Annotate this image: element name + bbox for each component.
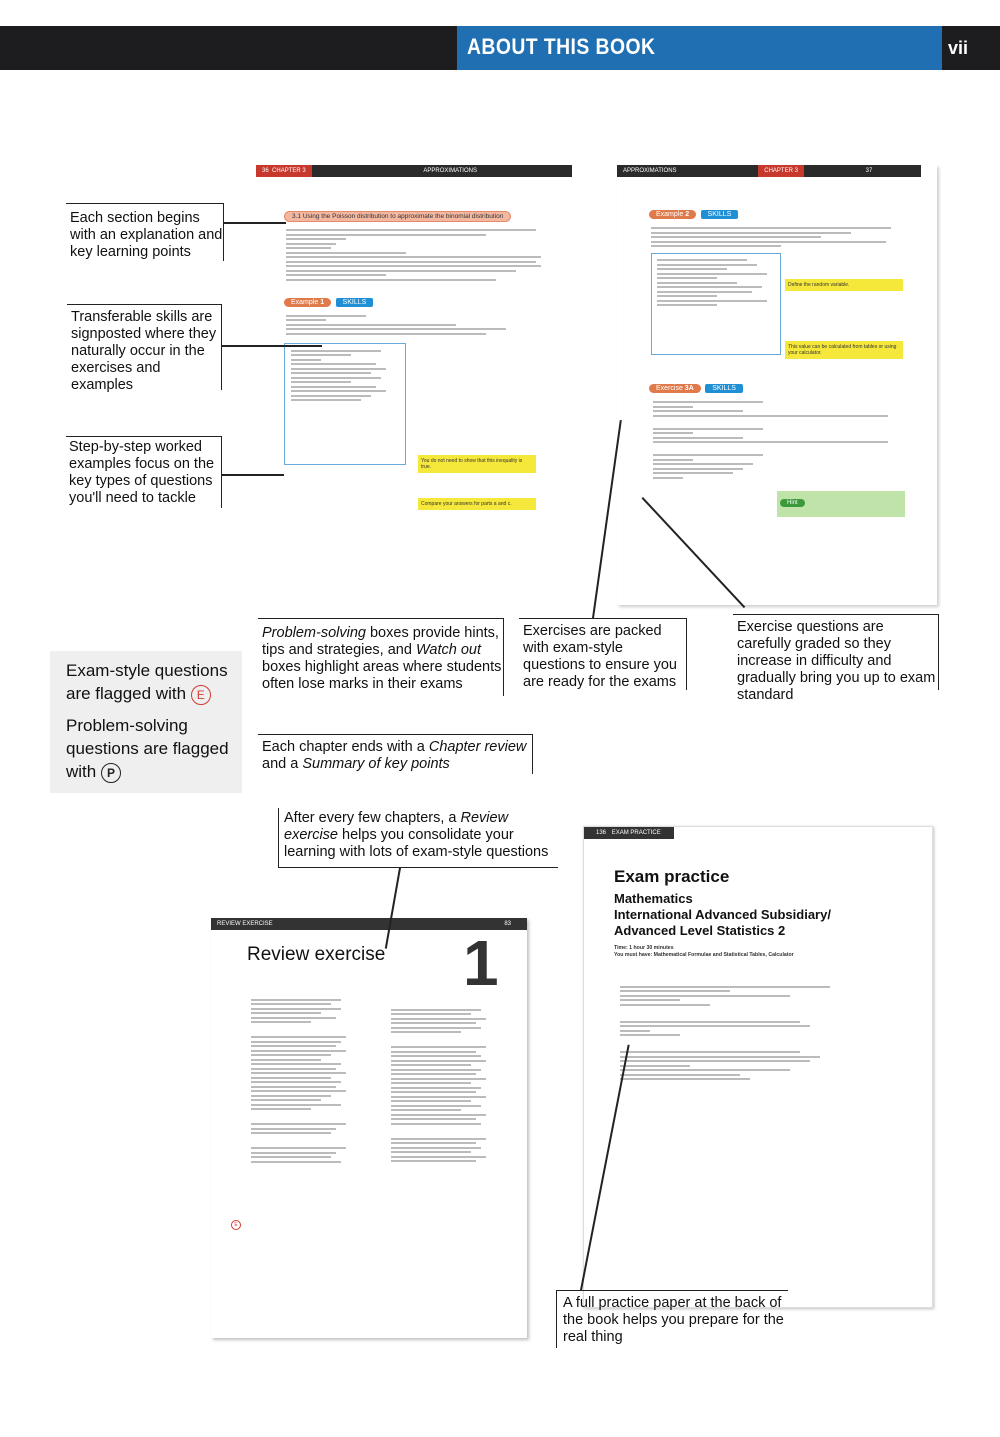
exam-style-flag-note: Exam-style questions are flagged with E [66, 661, 228, 703]
thumbnail-page-37: APPROXIMATIONS CHAPTER 3 37 Example 2 SKILLS Define the random variable. This value can be calculated from tables or using your calculator. Exercise 3A SKILLS Hint [617, 165, 937, 605]
callout-problem-solving-boxes: Problem-solving boxes provide hints, tips and strategies, and Watch out boxes highlight areas where students often lose marks in their exams [258, 618, 504, 696]
leader-line-examples [222, 474, 284, 476]
problem-flag-icon: P [101, 763, 121, 783]
exam-must-have: You must have: Mathematical Formulae and Statistical Tables, Calculator [614, 952, 794, 958]
leader-line-skills [222, 345, 322, 347]
leader-line-section [224, 222, 286, 224]
thumbnail-page-chapter: 36 CHAPTER 3 [256, 165, 312, 177]
callout-exercises-packed: Exercises are packed with exam-style questions to ensure you are ready for the exams [519, 618, 687, 690]
callout-worked-examples: Step-by-step worked examples focus on the key types of questions you'll need to tackle [66, 436, 222, 508]
callout-review-exercise: After every few chapters, a Review exercise helps you consolidate your learning with lots of exam-style questions [278, 808, 558, 868]
page-number: vii [948, 38, 969, 58]
callout-section-begins: Each section begins with an explanation and key learning points [66, 203, 224, 261]
exam-qualification: International Advanced Subsidiary/ Advanced Level Statistics 2 [614, 907, 831, 938]
exam-subject: Mathematics [614, 891, 693, 906]
skills-2-label: SKILLS [701, 210, 739, 219]
review-title: Review exercise [247, 944, 386, 965]
exam-time: Time: 1 hour 30 minutes [614, 945, 674, 951]
example-1-label: Example 1 [284, 298, 331, 307]
thumbnail-exam-practice [583, 826, 933, 1308]
callout-transferable-skills: Transferable skills are signposted where they naturally occur in the exercises and examples [67, 304, 222, 390]
worked-solution-box-2 [651, 253, 781, 355]
watch-out-note-1: You do not need to show that this inequality is true. [418, 455, 536, 473]
worked-solution-box [284, 343, 406, 465]
thumbnail-header-bar: APPROXIMATIONS CHAPTER 3 37 [617, 165, 921, 177]
review-header-bar: REVIEW EXERCISE 83 [211, 918, 527, 930]
page-title: ABOUT THIS BOOK [467, 34, 656, 59]
watch-out-note-2: Compare your answers for parts a and c. [418, 498, 536, 510]
exam-flag-icon: E [191, 685, 211, 705]
callout-practice-paper: A full practice paper at the back of the book helps you prepare for the real thing [556, 1290, 788, 1348]
thumbnail-running-head: APPROXIMATIONS [423, 168, 477, 174]
exam-flag-icon: E [231, 1220, 241, 1230]
thumbnail-review-exercise [211, 918, 527, 1338]
example-2-label: Example 2 [649, 210, 696, 219]
callout-chapter-end: Each chapter ends with a Chapter review and a Summary of key points [258, 734, 533, 774]
note-define-variable: Define the random variable. [785, 279, 903, 291]
thumbnail-page-36 [256, 165, 574, 605]
thumbnail-header-bar [256, 165, 572, 177]
review-number: 1 [463, 927, 499, 999]
note-tables-calculator: This value can be calculated from tables or using your calculator. [785, 341, 903, 359]
callout-exercise-graded: Exercise questions are carefully graded so they increase in difficulty and gradually bring you up to exam standard [733, 614, 939, 690]
skills-1-label: SKILLS [336, 298, 374, 307]
hint-box: Hint [777, 491, 905, 517]
exam-title: Exam practice [614, 867, 730, 886]
section-heading: 3.1 Using the Poisson distribution to approximate the binomial distribution [284, 211, 511, 222]
exercise-3a-label: Exercise 3A [649, 384, 701, 393]
exam-header-bar: 136 EXAM PRACTICE [584, 827, 674, 839]
problem-solving-flag-note: Problem-solving questions are flagged with P [66, 716, 229, 781]
